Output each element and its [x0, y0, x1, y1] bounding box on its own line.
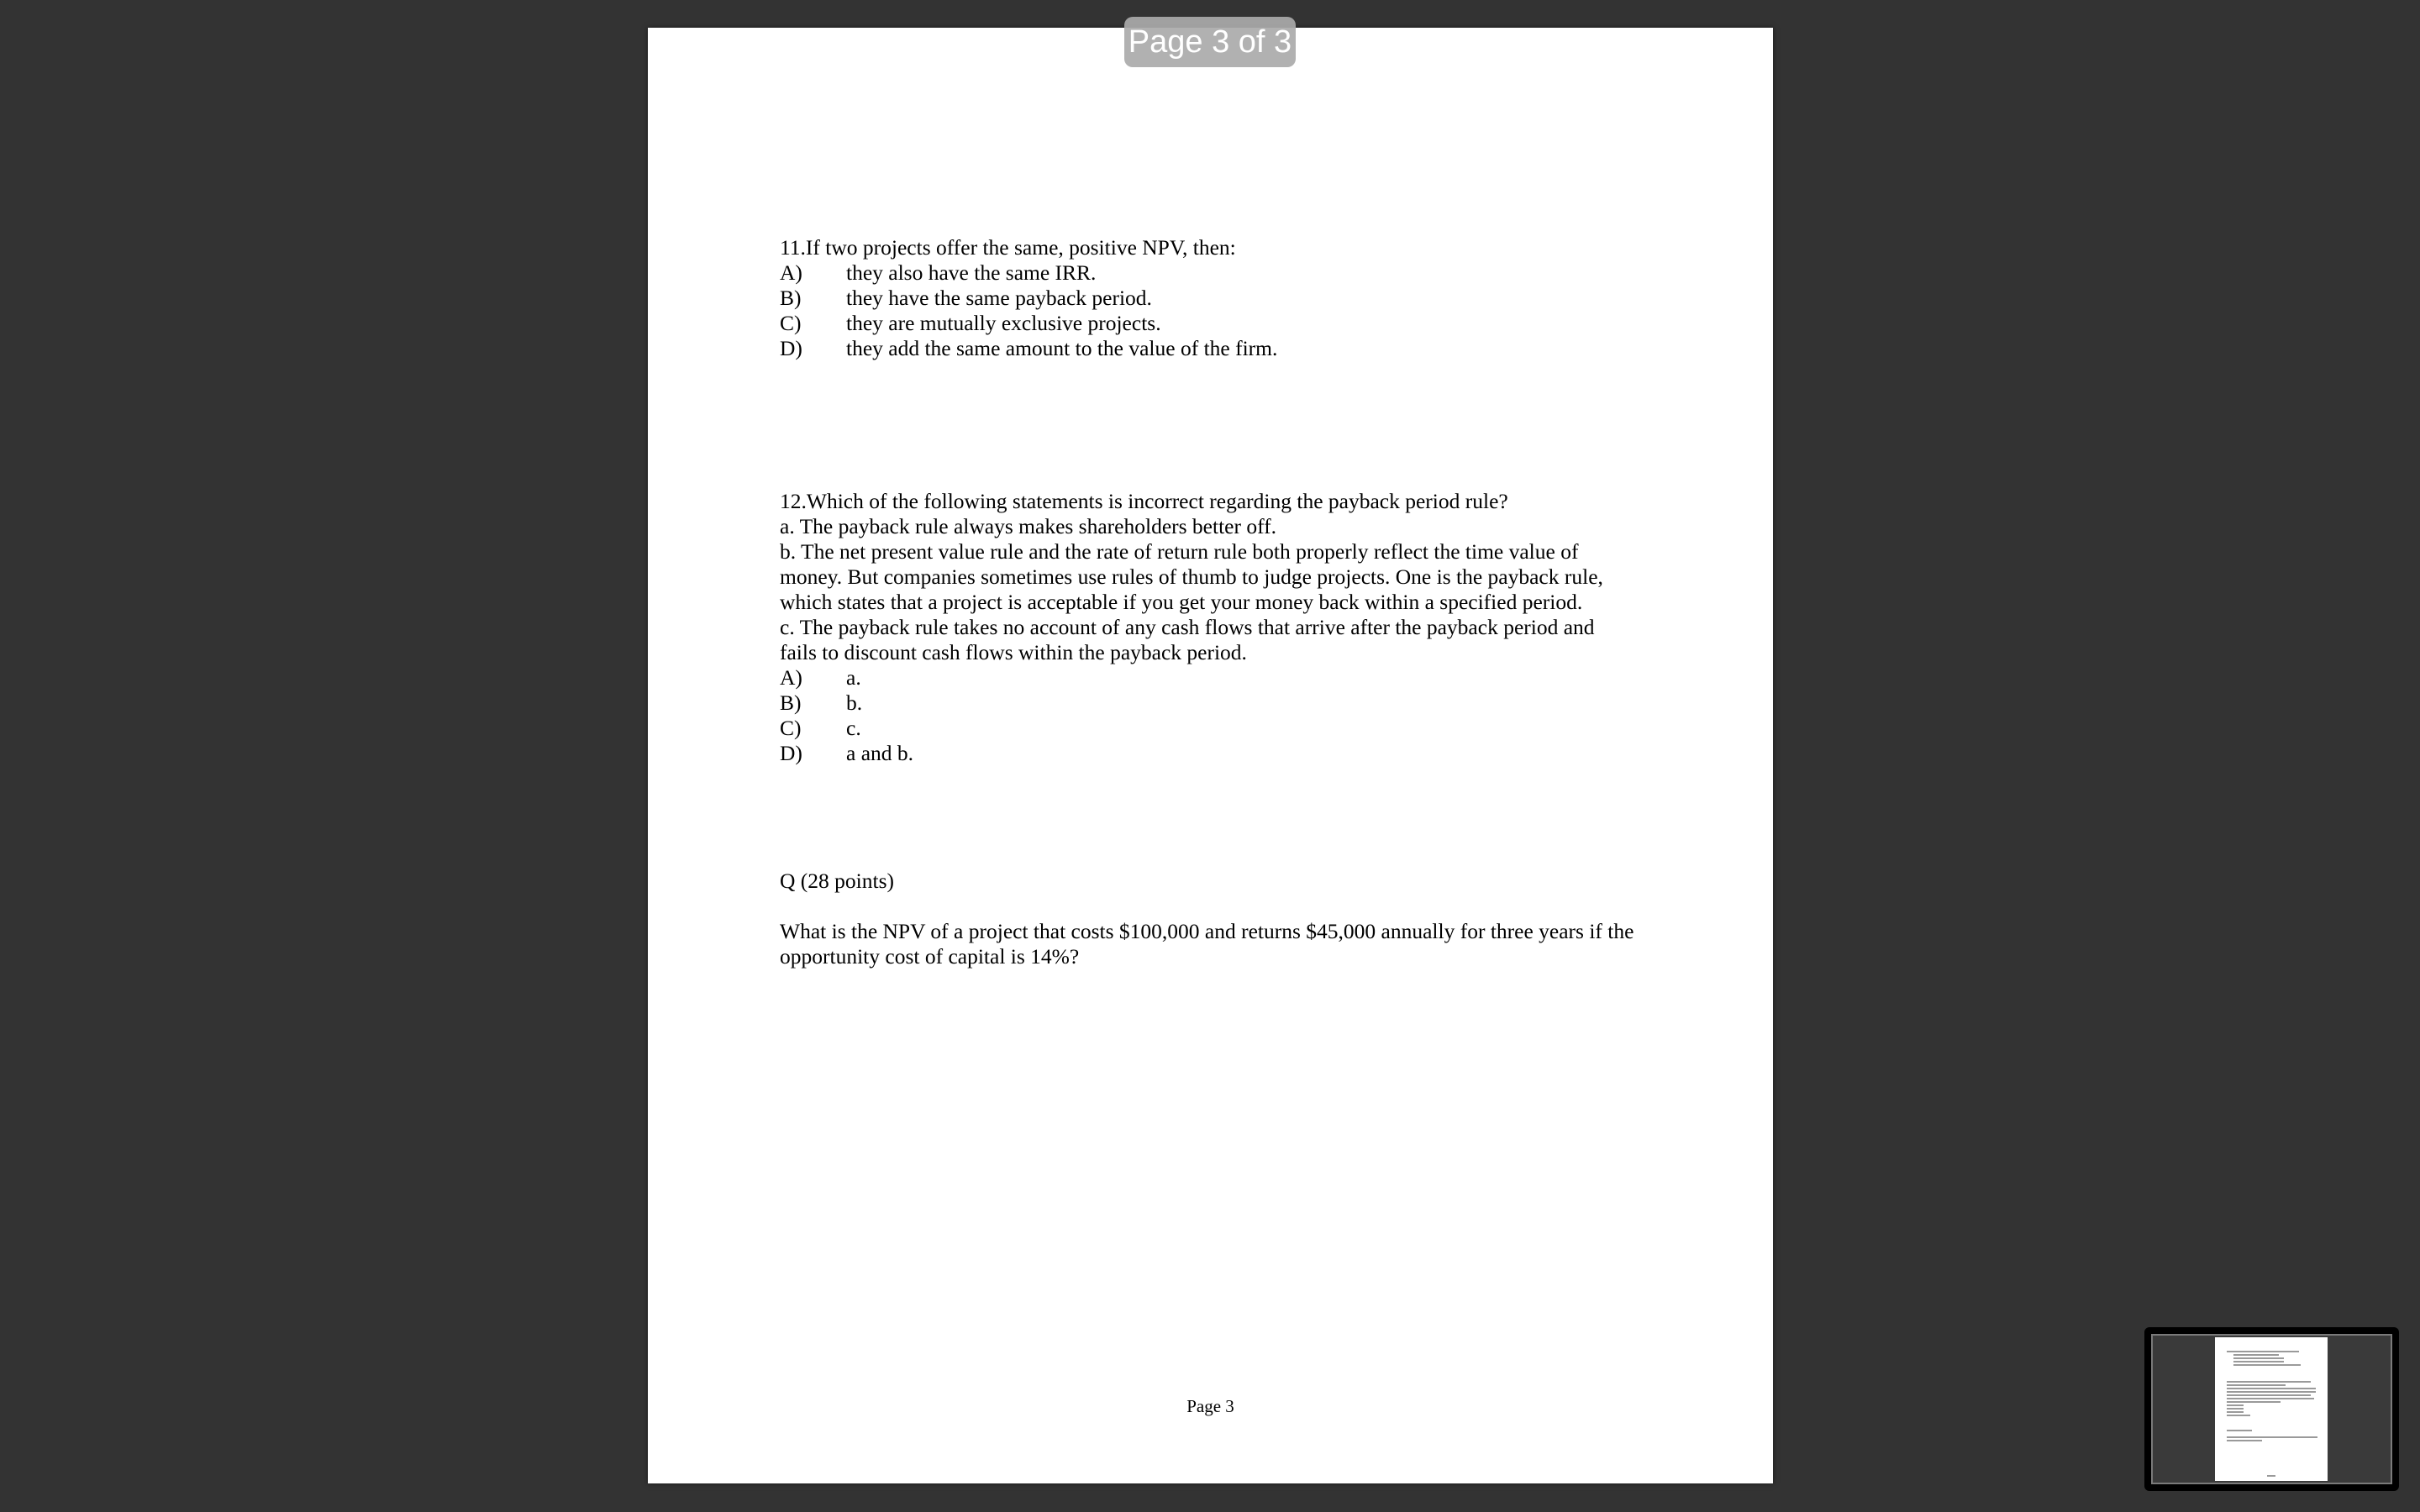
thumbnail-text-line — [2233, 1361, 2284, 1362]
thumbnail-text-line — [2227, 1384, 2286, 1386]
option-text: they are mutually exclusive projects. — [846, 311, 1161, 335]
option-letter: D) — [780, 741, 802, 765]
thumbnail-text-line — [2227, 1394, 2311, 1396]
option-text: they also have the same IRR. — [846, 260, 1097, 285]
thumbnail-text-line — [2227, 1415, 2250, 1416]
option-text: b. — [846, 690, 863, 715]
option-text: they add the same amount to the value of the firm. — [846, 336, 1278, 360]
question-12-option-c — [780, 716, 1654, 741]
thumbnail-text-line — [2227, 1351, 2299, 1352]
thumbnail-text-line — [2233, 1354, 2279, 1356]
question-12-statement-a: a. The payback rule always makes shareholders better off. — [780, 514, 1276, 538]
question-12-statement-c-line-1: c. The payback rule takes no account of any cash flows that arrive after the payback period and — [780, 615, 1595, 639]
thumbnail-text-line — [2227, 1401, 2281, 1403]
question-npv — [780, 869, 1654, 969]
question-12-statement-c-line-2: fails to discount cash flows within the payback period. — [780, 640, 1247, 664]
thumbnail-text-line — [2227, 1398, 2314, 1399]
thumbnail-text-line — [2227, 1430, 2252, 1431]
question-12-option-d — [780, 741, 1654, 766]
question-12-stem: 12.Which of the following statements is incorrect regarding the payback period rule? — [780, 489, 1508, 513]
thumbnail-text-line — [2233, 1357, 2284, 1359]
blank-line — [780, 894, 1654, 919]
option-letter: C) — [780, 716, 802, 740]
question-11 — [780, 235, 1654, 361]
question-12-statement-b-line-1: b. The net present value rule and the rate of return rule both properly reflect the time value of — [780, 539, 1579, 564]
question-11-option-a — [780, 260, 1654, 286]
thumbnail-text-line — [2227, 1381, 2311, 1383]
thumbnail-text-line — [2227, 1404, 2244, 1406]
option-text: they have the same payback period. — [846, 286, 1152, 310]
document-page — [648, 28, 1773, 1483]
thumbnail-text-line — [2227, 1440, 2262, 1441]
option-letter: B) — [780, 286, 802, 310]
option-letter: C) — [780, 311, 802, 335]
question-12-statement-b-line-2: money. But companies sometimes use rules of thumb to judge projects. One is the payback rule, — [780, 564, 1603, 589]
thumbnail-text-line — [2227, 1411, 2244, 1413]
question-11-option-d — [780, 336, 1654, 361]
option-letter: B) — [780, 690, 802, 715]
thumbnail-text-line — [2227, 1408, 2244, 1410]
thumbnail-text-line — [2267, 1475, 2275, 1477]
option-letter: A) — [780, 260, 802, 285]
option-letter: A) — [780, 665, 802, 690]
option-text: c. — [846, 716, 861, 740]
page-footer: Page 3 — [1186, 1396, 1234, 1416]
question-11-stem: 11.If two projects offer the same, positive NPV, then: — [780, 235, 1236, 260]
option-text: a and b. — [846, 741, 914, 765]
thumbnail-viewport-frame[interactable] — [2151, 1334, 2392, 1484]
thumbnail-text-line — [2233, 1364, 2301, 1366]
question-npv-line-1: What is the NPV of a project that costs $100,000 and returns $45,000 annually for three years if the — [780, 919, 1634, 943]
question-npv-line-2: opportunity cost of capital is 14%? — [780, 944, 1080, 969]
page-indicator: Page 3 of 3 — [1124, 17, 1296, 67]
question-12-option-b — [780, 690, 1654, 716]
page-thumbnail-navigator[interactable] — [2144, 1327, 2399, 1491]
question-12-statement-b-line-3: which states that a project is acceptable if you get your money back within a specified period. — [780, 590, 1583, 614]
thumbnail-text-line — [2227, 1388, 2316, 1389]
option-letter: D) — [780, 336, 802, 360]
thumbnail-page[interactable] — [2215, 1337, 2328, 1481]
question-12 — [780, 489, 1654, 766]
question-12-option-a — [780, 665, 1654, 690]
option-text: a. — [846, 665, 861, 690]
question-npv-heading: Q (28 points) — [780, 869, 894, 893]
question-11-option-c — [780, 311, 1654, 336]
question-11-option-b — [780, 286, 1654, 311]
thumbnail-text-line — [2227, 1391, 2316, 1393]
thumbnail-text-line — [2227, 1436, 2317, 1438]
